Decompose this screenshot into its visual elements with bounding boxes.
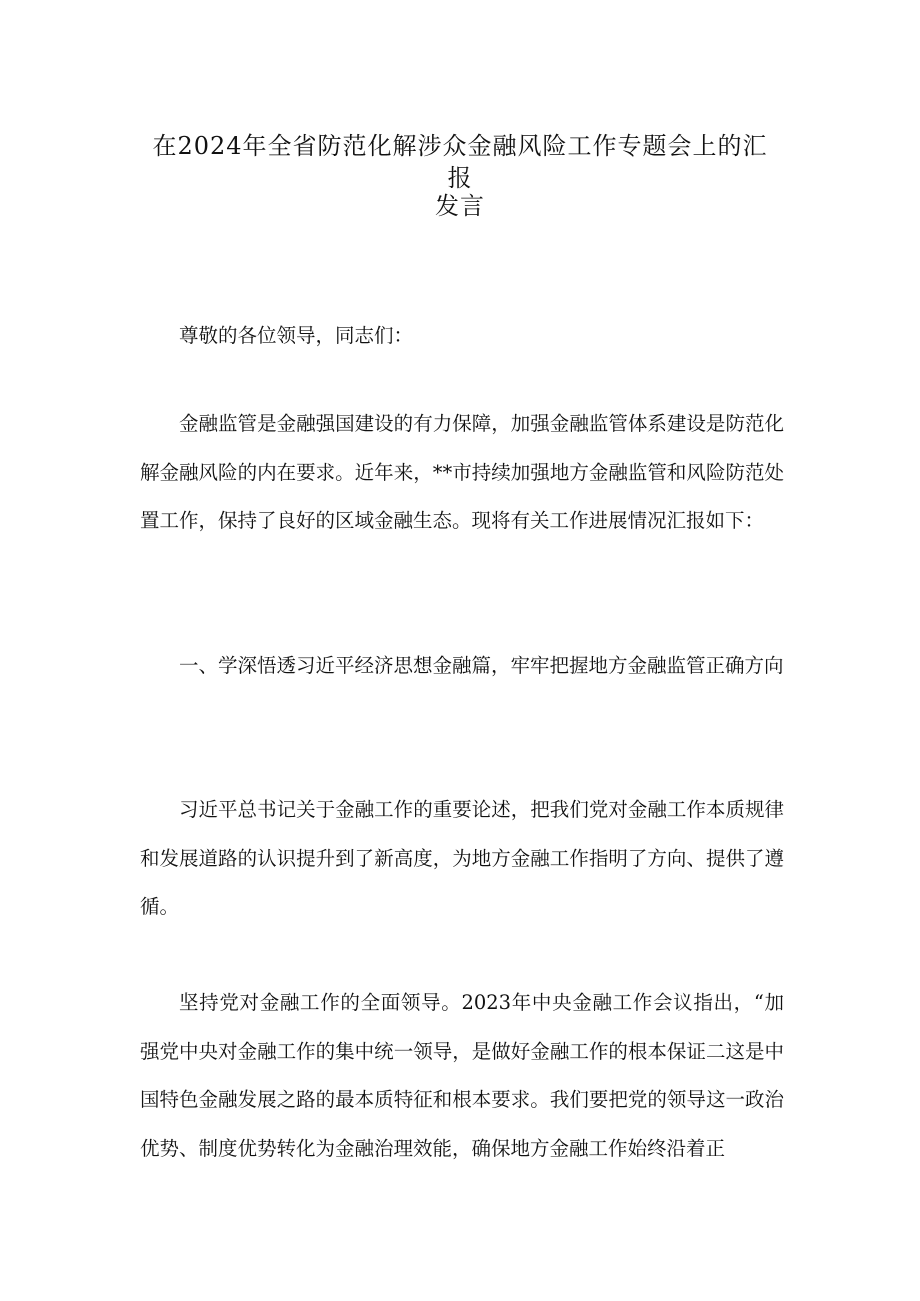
document-title-line-2: 发言 [435, 192, 485, 220]
section-heading-1: 一、学深悟透习近平经济思想金融篇，牢牢把握地方金融监管正确方向 [179, 654, 784, 677]
document-title-line-1: 在2024年全省防范化解涉众金融风险工作专题会上的汇报 [152, 132, 768, 192]
paragraph-party-leadership: 坚持党对金融工作的全面领导。2023年中央金融工作会议指出，“加强党中央对金融工作的集中统一领导，是做好金融工作的根本保证二这是中国特色金融发展之路的最本质特征和根本要求。我们要把党的领导这一政治优势、制度优势转化为金融治理效能，确保地方金融工作始终沿着正 [140, 991, 784, 1160]
intro-paragraph: 金融监管是金融强国建设的有力保障，加强金融监管体系建设是防范化解金融风险的内在要求。近年来，**市持续加强地方金融监管和风险防范处置工作，保持了良好的区域金融生态。现将有关工作进展情况汇报如下： [140, 412, 784, 532]
greeting-paragraph: 尊敬的各位领导，同志们： [179, 324, 414, 347]
paragraph-xi-remarks: 习近平总书记关于金融工作的重要论述，把我们党对金融工作本质规律和发展道路的认识提升到了新高度，为地方金融工作指明了方向、提供了遵循。 [140, 798, 784, 918]
